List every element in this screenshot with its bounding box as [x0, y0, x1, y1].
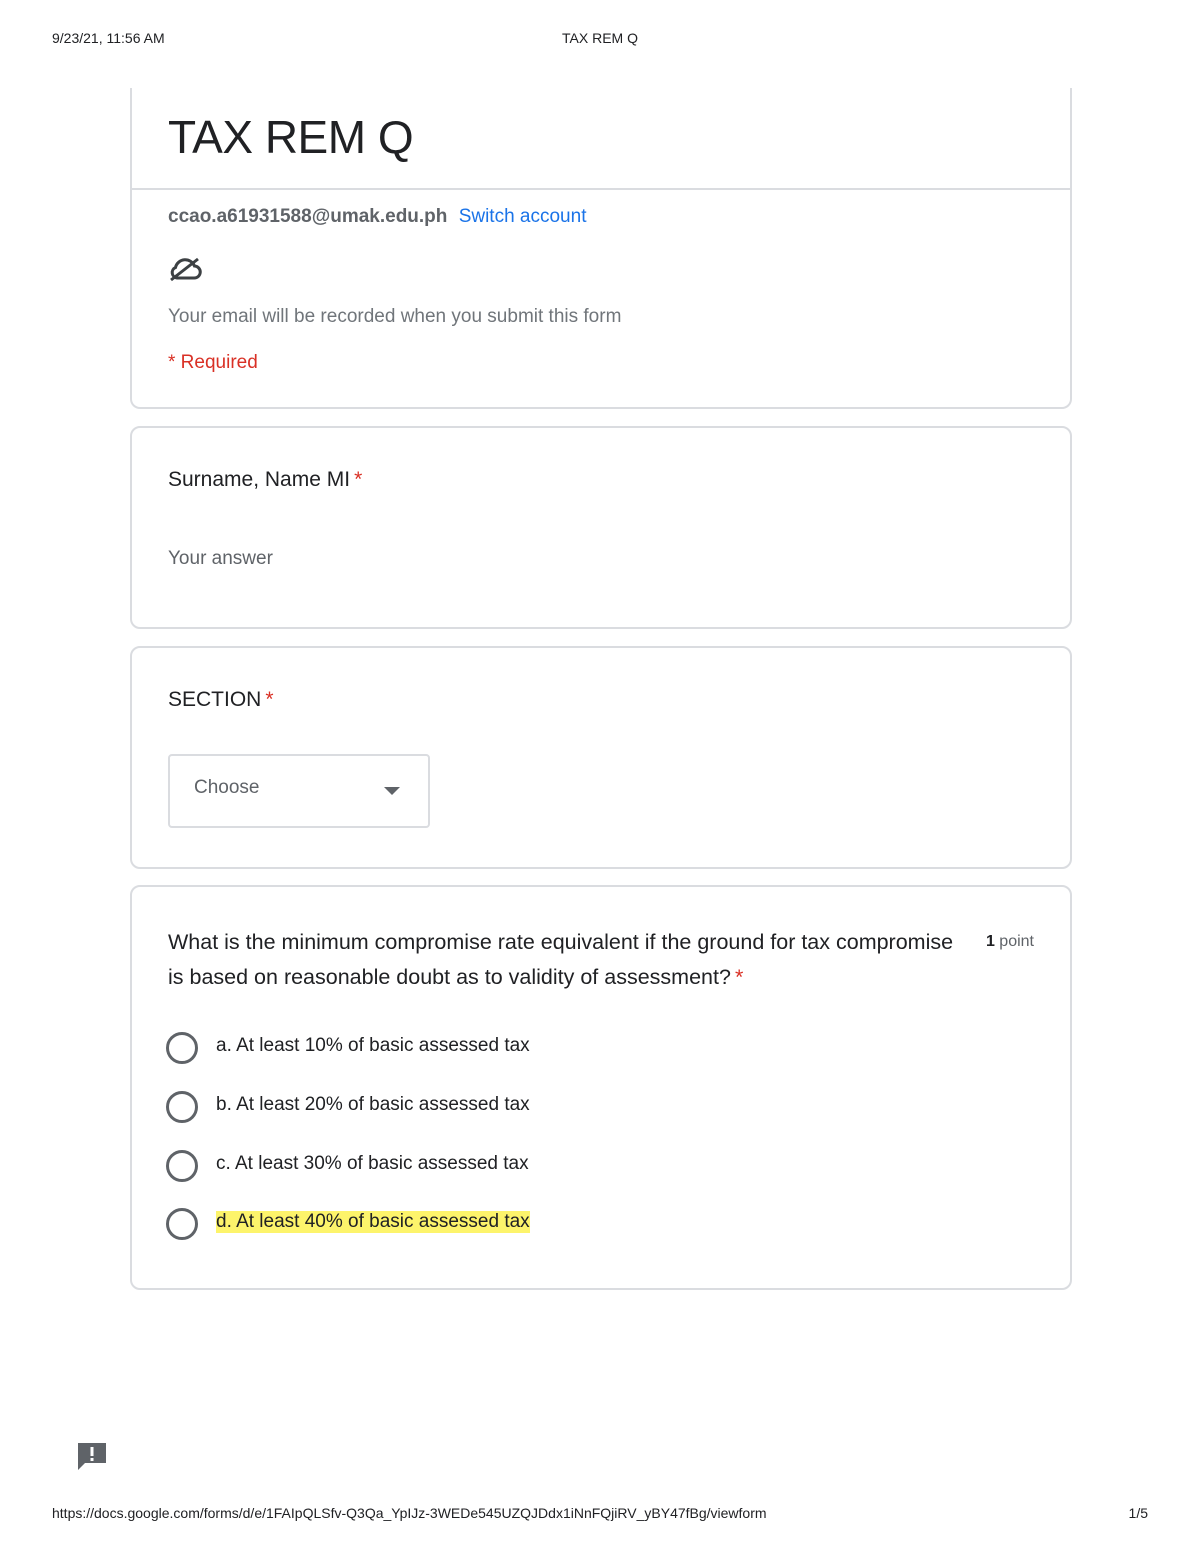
switch-account-link[interactable]: Switch account — [458, 206, 587, 227]
print-doc-title: TAX REM Q — [562, 30, 638, 46]
question-title — [168, 688, 274, 712]
question-label: SECTION — [168, 688, 262, 711]
section-dropdown[interactable] — [168, 754, 430, 828]
print-header — [52, 30, 1148, 50]
form-title: TAX REM Q — [168, 111, 414, 163]
feedback-icon[interactable] — [76, 1441, 108, 1471]
print-page-number: 1/5 — [1128, 1505, 1148, 1521]
points-unit: point — [999, 933, 1034, 950]
print-url: https://docs.google.com/forms/d/e/1FAIpQLSfv-Q3Qa_YpIJz-3WEDe545UZQJDdx1iNnFQjiRV_yBY47fBg/viewform — [52, 1505, 767, 1521]
option-label: a. At least 10% of basic assessed tax — [216, 1035, 530, 1056]
required-asterisk: * — [354, 468, 363, 491]
print-date: 9/23/21, 11:56 AM — [52, 30, 165, 46]
account-email: ccao.a61931588@umak.edu.ph — [168, 206, 448, 227]
radio-button[interactable] — [166, 1032, 198, 1064]
dropdown-value: Choose — [194, 777, 260, 798]
option-label: c. At least 30% of basic assessed tax — [216, 1153, 529, 1174]
question-card-q1 — [130, 885, 1072, 1290]
required-asterisk: * — [265, 688, 274, 711]
option-label-highlighted: d. At least 40% of basic assessed tax — [216, 1211, 530, 1232]
question-text: What is the minimum compromise rate equivalent if the ground for tax compromise is based on reasonable doubt as to validity of assessment? — [168, 930, 954, 989]
cloud-check-icon — [168, 256, 202, 282]
chevron-down-icon — [384, 787, 400, 795]
radio-button[interactable] — [166, 1150, 198, 1182]
question-title — [168, 468, 362, 492]
question-title — [168, 925, 958, 995]
points-badge — [986, 933, 1034, 951]
form-header-card — [130, 88, 1072, 409]
account-line — [168, 206, 586, 228]
radio-button[interactable] — [166, 1091, 198, 1123]
email-notice: Your email will be recorded when you submit this form — [168, 306, 622, 327]
option-label: b. At least 20% of basic assessed tax — [216, 1094, 530, 1115]
name-input[interactable]: Your answer — [168, 548, 273, 569]
question-label: Surname, Name MI — [168, 468, 351, 491]
required-note: * Required — [168, 352, 258, 373]
question-card-name — [130, 426, 1072, 629]
question-card-section — [130, 646, 1072, 869]
required-asterisk: * — [734, 965, 744, 989]
points-number: 1 — [985, 933, 995, 950]
print-footer — [52, 1505, 1148, 1525]
radio-button[interactable] — [166, 1208, 198, 1240]
header-divider — [132, 188, 1070, 190]
